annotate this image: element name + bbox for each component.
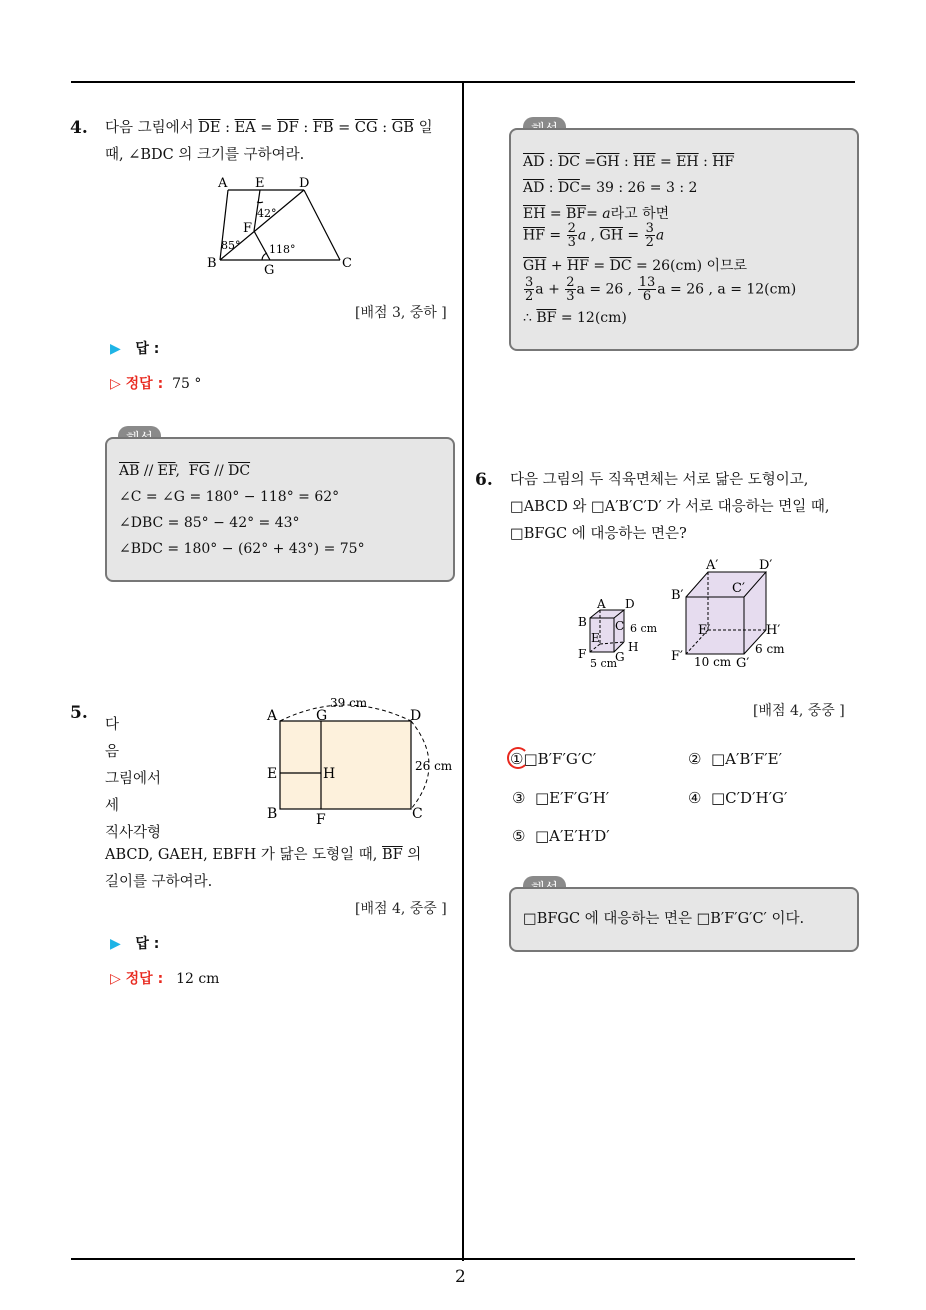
q6-option-5-text: □A′E′H′D′ <box>535 827 610 845</box>
q5-stem-line6: ABCD, GAEH, EBFH 가 닮은 도형일 때, $\overline{BF}$ 의 <box>105 847 422 863</box>
q4-correct-row <box>110 373 201 393</box>
q6-stem-line3: □BFGC 에 대응하는 면은? <box>510 526 687 542</box>
frac-3-2: $\frac{3}{2}$ <box>525 275 534 304</box>
frac-2-3: $\frac{2}{3}$ <box>567 221 576 250</box>
q5-explain-line2: $\overline{AD}$ : $\overline{DC}= 39$ : 26 = 3 : 2 <box>523 180 698 196</box>
q5-explain-line6: $\frac{3}{2}$ a + $\frac{2}{3}$ a = 26 , $\frac{13}{6}$ a = 26 , a = 12(cm) <box>525 275 797 304</box>
q4-explain-line3: ∠DBC = 85° − 42° = 43° <box>119 515 300 531</box>
q4-correct-value: 75 ° <box>172 376 202 392</box>
q5-label-right: 26 cm <box>415 759 453 773</box>
q5-explain-line7: ∴ $\overline{BF} = 12(cm)$ <box>523 310 627 326</box>
q6-big-label-G: G′ <box>736 656 750 671</box>
q4-label-F: F <box>243 221 253 236</box>
q6-small-label-C: C <box>615 619 625 633</box>
q5-answer-label: 답 : <box>135 936 160 952</box>
q5-rectangles-figure <box>262 693 462 828</box>
q5-explain-box <box>509 128 859 351</box>
q6-option-3-marker: ③ <box>512 789 526 807</box>
q4-label-D: D <box>299 176 310 191</box>
q6-small-label-w: 5 cm <box>590 657 618 670</box>
q6-big-label-A: A′ <box>706 558 719 573</box>
q4-label-E: E <box>255 176 265 191</box>
q4-score: [배점 3, 중하 ] <box>355 305 447 321</box>
q5-stem-word: 직사각형 <box>105 825 162 841</box>
q6-stem-line2: □ABCD 와 □A′B′C′D′ 가 서로 대응하는 면일 때, <box>510 499 830 515</box>
q4-stem-line2: 때, ∠BDC 의 크기를 구하여라. <box>105 147 305 163</box>
q6-option-5[interactable] <box>512 827 610 845</box>
q6-explain-box <box>509 887 859 952</box>
outline-arrow-icon: ▷ <box>110 376 121 392</box>
outline-arrow-icon: ▷ <box>110 971 121 987</box>
q5-stem-line7: 길이를 구하여라. <box>105 874 213 890</box>
q5-label-H: H <box>323 766 336 782</box>
q5-stem-word: 세 <box>105 798 120 814</box>
q6-small-label-H: H <box>628 640 639 654</box>
q5-label-G: G <box>316 708 328 724</box>
q5-stem-word: 다 <box>105 717 120 733</box>
q6-score: [배점 4, 중중 ] <box>753 703 845 719</box>
q6-big-label-C: C′ <box>732 581 745 596</box>
q4-number: 4. <box>70 118 88 138</box>
q4-explain-line2: ∠C = ∠G = 180° − 118° = 62° <box>119 489 340 505</box>
q6-explain-line: □BFGC 에 대응하는 면은 □B′F′G′C′ 이다. <box>523 911 805 927</box>
q6-option-1[interactable] <box>510 750 596 768</box>
q5-label-F: F <box>316 812 326 828</box>
q4-stem <box>105 115 455 169</box>
play-arrow-icon: ▶ <box>110 341 121 357</box>
q4-answer-label: 답 : <box>135 341 160 357</box>
q5-correct-value: 12 cm <box>176 971 220 987</box>
q4-correct-label: 정답 : <box>125 376 164 392</box>
q4-angle-42: 42° <box>257 207 277 220</box>
q6-stem-line1: 다음 그림의 두 직육면체는 서로 닮은 도형이고, <box>510 472 809 488</box>
q4-stem-ratio: $\overline{DE}$ : $\overline{EA} = \overline{DF}$ : $\overline{FB} = \overline{CG}$ : $\overline{GB}$ <box>198 120 414 136</box>
q4-stem-prefix: 다음 그림에서 <box>105 120 199 136</box>
q4-stem-suffix: 일 <box>413 120 433 136</box>
q5-label-A: A <box>267 708 278 724</box>
q6-small-label-h: 6 cm <box>630 622 658 635</box>
q4-label-G: G <box>264 263 275 278</box>
q5-label-C: C <box>412 806 423 822</box>
q6-big-label-E: E′ <box>698 623 711 638</box>
q6-big-label-H: H′ <box>766 623 781 638</box>
q5-number: 5. <box>70 703 88 723</box>
q6-option-5-marker: ⑤ <box>512 827 526 845</box>
q6-small-cuboid-figure <box>574 596 664 672</box>
q6-small-label-A: A <box>597 597 606 611</box>
q5-stem-short <box>105 712 205 847</box>
q5-label-E: E <box>267 766 278 782</box>
q5-correct-row <box>110 968 219 988</box>
q6-option-4[interactable] <box>688 789 787 807</box>
column-divider <box>462 81 464 1261</box>
q6-small-label-E: E <box>591 631 600 645</box>
q5-score: [배점 4, 중중 ] <box>355 901 447 917</box>
q5-stem-word: 음 <box>105 744 120 760</box>
q4-trapezoid-figure <box>200 172 360 280</box>
q5-explain-line5: $\overline{GH} + \overline{HF} = \overline{DC} = 26(cm)$ 이므로 <box>523 258 748 274</box>
q5-explain-line1: $\overline{AD}$ : $\overline{DC} =\overline{GH}$ : $\overline{HE} = \overline{EH}$ : $\overline{HF}$ <box>523 154 735 170</box>
q4-explain-line1: $\overline{AB} // \overline{EF}$, $\overline{FG} // \overline{DC}$ <box>119 463 251 479</box>
frac-3-2: $\frac{3}{2}$ <box>645 221 654 250</box>
q6-option-2-marker: ② <box>688 750 702 768</box>
q5-explain-line4: $\overline{HF}$ = $\frac{2}{3}$ a , $\overline{GH}$ = $\frac{3}{2}$ a <box>523 221 665 250</box>
q5-label-top: 39 cm <box>330 696 368 710</box>
q4-label-B: B <box>207 256 217 271</box>
q6-option-3-text: □E′F′G′H′ <box>535 789 610 807</box>
q6-small-label-F: F <box>578 647 587 661</box>
bottom-rule <box>71 1258 855 1260</box>
q5-stem-word: 그림에서 <box>105 771 162 787</box>
q6-option-2-text: □A′B′F′E′ <box>711 750 783 768</box>
q6-option-2[interactable] <box>688 750 782 768</box>
q6-big-label-w: 10 cm <box>694 655 732 669</box>
q5-label-B: B <box>267 806 278 822</box>
q6-stem <box>510 467 855 548</box>
q6-big-label-D: D′ <box>759 558 773 573</box>
q6-option-4-marker: ④ <box>688 789 702 807</box>
q5-stem-long <box>105 842 455 896</box>
q4-explain-box <box>105 437 455 582</box>
q4-angle-118: 118° <box>269 243 296 256</box>
q6-big-label-d: 6 cm <box>755 642 785 656</box>
q4-label-C: C <box>342 256 352 271</box>
q6-big-label-B: B′ <box>671 588 684 603</box>
q5-answer-row <box>110 933 159 953</box>
q5-explain-line3: $\overline{EH} = \overline{BF}= a$라고 하면 <box>523 206 670 222</box>
q6-big-cuboid-figure <box>668 554 793 672</box>
q5-label-D: D <box>410 708 422 724</box>
q6-option-1-text: □B′F′G′C′ <box>523 750 597 768</box>
selection-circle-icon <box>507 747 529 769</box>
q6-option-1-marker: ① <box>510 750 523 768</box>
q6-option-3[interactable] <box>512 789 609 807</box>
q4-answer-row <box>110 338 159 358</box>
q6-small-label-D: D <box>625 597 635 611</box>
q6-small-label-B: B <box>578 615 587 629</box>
q6-number: 6. <box>475 470 493 490</box>
frac-2-3: $\frac{2}{3}$ <box>566 275 575 304</box>
q4-label-A: A <box>218 176 228 191</box>
q6-small-label-G: G <box>615 650 625 664</box>
q6-option-4-text: □C′D′H′G′ <box>711 789 788 807</box>
page-number: 2 <box>455 1267 466 1287</box>
q5-correct-label: 정답 : <box>125 971 164 987</box>
frac-13-6: $\frac{13}{6}$ <box>638 275 656 304</box>
q6-big-label-F: F′ <box>671 649 683 664</box>
play-arrow-icon: ▶ <box>110 936 121 952</box>
q4-explain-line4: ∠BDC = 180° − (62° + 43°) = 75° <box>119 541 365 557</box>
q4-angle-85: 85° <box>221 239 241 252</box>
